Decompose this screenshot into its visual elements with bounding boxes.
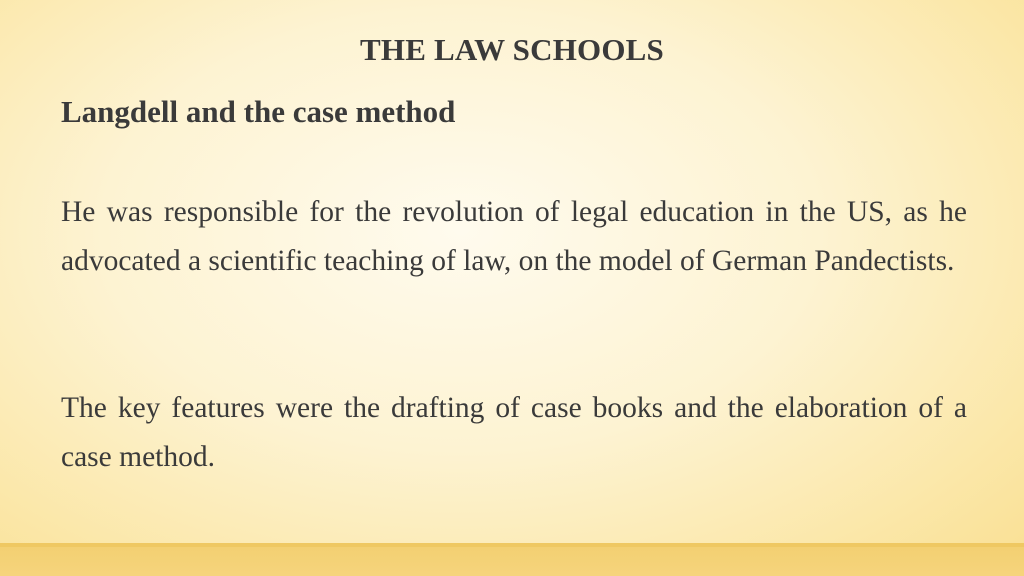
- slide-subtitle: Langdell and the case method: [61, 94, 456, 129]
- paragraph-key-features: The key features were the drafting of case books and the elaboration of a case method.: [61, 392, 967, 473]
- footer-band: [0, 543, 1024, 576]
- paragraph-revolution: He was responsible for the revolution of legal education in the US, as he advocated a scientific teaching of law, on the model of German Pandectists.: [61, 196, 967, 277]
- footer-divider: [0, 543, 1024, 547]
- slide-title: THE LAW SCHOOLS: [360, 32, 664, 67]
